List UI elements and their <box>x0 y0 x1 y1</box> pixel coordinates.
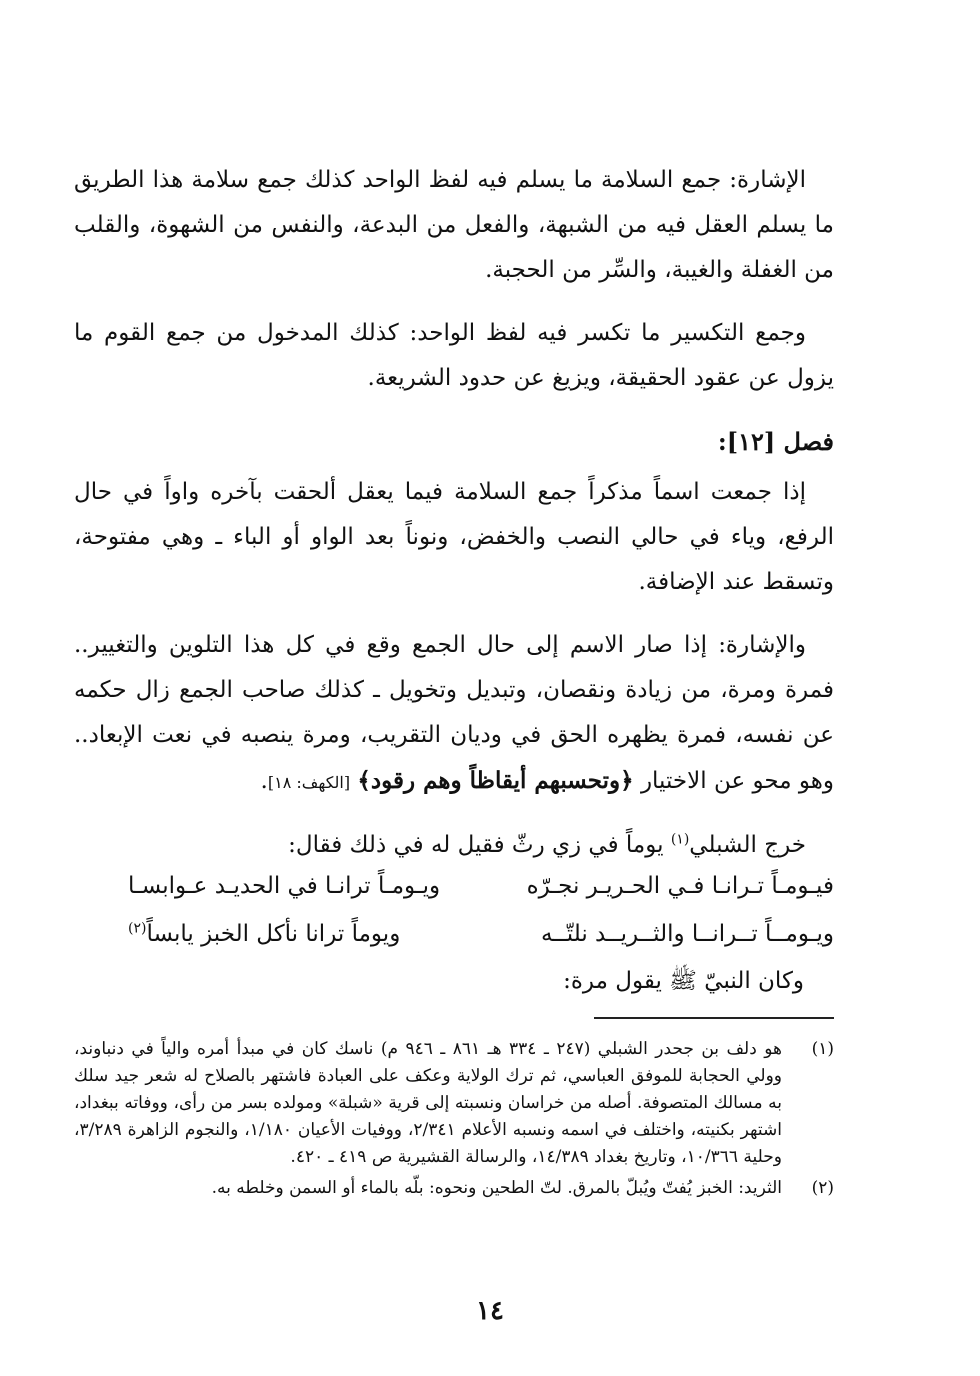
footnote-ref-1: (١) <box>670 831 690 848</box>
quran-end-mark: . <box>260 768 268 794</box>
footnote-1-number: (١) <box>811 1039 834 1059</box>
section-heading: فصل [١٢]: <box>717 427 834 456</box>
paragraph-jam-salama-rule: إذا جمعت اسماً مذكراً جمع السلامة فيما يعقل ألحقت بآخره واواً في حال الرفع، وياء في حالي النصب والخفض، ونوناً بعد الواو أو الباء ـ وهي مفتوحة، وتسقط عند الإضافة. <box>74 479 834 595</box>
quran-verse: ﴿وتحسبهم أيقاظاً وهم رقود﴾ <box>357 767 634 794</box>
verse-2-first-hemistich: ويـومــاً تــرانــا والثــريــد نلتّــه <box>540 921 834 947</box>
verse-2-second-hemistich <box>128 910 400 958</box>
poem-verse-2 <box>128 910 834 958</box>
page-number: ١٤ <box>476 1296 504 1326</box>
verse-2-second-text: ويوماً ترانا نأكل الخبز يابساً <box>146 921 401 947</box>
shibli-text-end: يوماً في زي رثّ فقيل له في ذلك فقال: <box>288 832 671 858</box>
verse-1-first-hemistich: فيـومـاً تـرانـا فـي الحـريـر نجـرّه <box>526 873 834 899</box>
footnote-separator <box>594 1017 834 1019</box>
paragraph-ishara-jam <box>74 623 834 805</box>
footnote-1 <box>74 1036 834 1171</box>
poem <box>128 862 834 958</box>
footnote-1-text: هو دلف بن جحدر الشبلي (٢٤٧ ـ ٣٣٤ هـ ٨٦١ ـ ٩٤٦ م) ناسك كان في مبدأ أمره والياً في دنباوند، وولي الحجابة للموفق العباسي، ثم ترك الولاية وعكف على العبادة فاشتهر بالصلاح له شعر جيد سلك به مسالك المتصوفة. أصله من خراسان ونسبته إلى قرية «شبلة» ومولده بسر من رأى، ووفاته ببغداد، اشتهر بكنيته، واختلف في اسمه ونسبه الأعلام ٢/٣٤١، ووفيات الأعيان ١/١٨٠، والنجوم الزاهرة ٣/٢٨٩، وحلية ١٠/٣٦٦، وتاريخ بغداد ١٤/٣٨٩، والرسالة القشيرية ص ٤١٩ ـ ٤٢٠. <box>74 1039 782 1167</box>
closing-line: وكان النبيّ ﷺ يقول مرة: <box>563 968 804 994</box>
main-text <box>74 158 834 886</box>
shibli-text-start: خرج الشبلي <box>689 832 806 858</box>
footnotes <box>74 1036 834 1206</box>
paragraph-jam-taksir: وجمع التكسير ما تكسر فيه لفظ الواحد: كذلك المدخول من جمع القوم ما يزول عن عقود الحقيقة، ويزيغ عن حدود الشريعة. <box>74 320 834 391</box>
quran-citation: [الكهف: ١٨] <box>267 773 351 792</box>
paragraph-ishara-salama: الإشارة: جمع السلامة ما يسلم فيه لفظ الواحد كذلك جمع سلامة هذا الطريق ما يسلم العقل فيه من الشبهة، والفعل من البدعة، والنفس من الشهوة، والقلب من الغفلة والغيبة، والسِّر من الحجبة. <box>74 167 834 283</box>
footnote-2 <box>74 1175 834 1202</box>
footnote-2-number: (٢) <box>811 1178 834 1198</box>
paragraph-ishara-jam-text: والإشارة: إذا صار الاسم إلى حال الجمع وقع في كل هذا التلوين والتغيير.. فمرة ومرة، من زيادة ونقصان، وتبديل وتخويل ـ كذلك صاحب الجمع زال حكمه عن نفسه، فمرة يظهره الحق في وديان التقريب، ومرة ينصبه في نعت الإبعاد.. وهو محو عن الاختيار <box>74 632 834 794</box>
poem-verse-1 <box>128 862 834 910</box>
verse-1-second-hemistich: ويـومـاً ترانـا في الحديـد عـوابسـا <box>128 873 441 899</box>
footnote-2-text: الثريد: الخبز يُفتّ ويُبلّ بالمرق. لتّ الطحين ونحوه: بلّه بالماء أو السمن وخلطه به. <box>211 1178 782 1198</box>
footnote-ref-2: (٢) <box>128 920 147 937</box>
